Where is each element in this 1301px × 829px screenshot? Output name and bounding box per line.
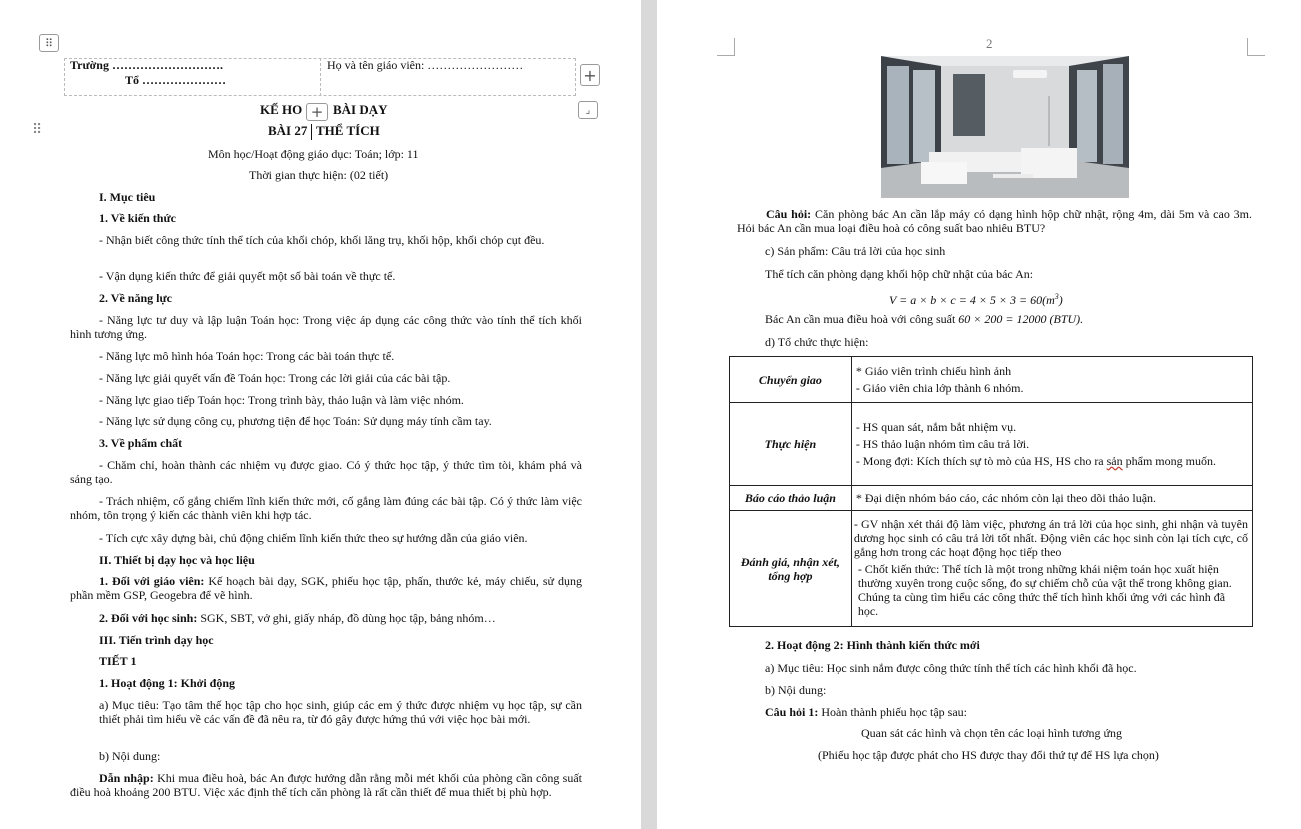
execute-line-2: - HS thảo luận nhóm tìm câu trả lời.	[855, 437, 1030, 451]
living-room-photo	[881, 56, 1129, 198]
margin-corner-left	[717, 38, 735, 56]
table-row	[730, 511, 1253, 627]
equipment-student-label: 2. Đối với học sinh:	[99, 611, 198, 625]
heading-knowledge: 1. Về kiến thức	[99, 211, 176, 225]
organization-line: d) Tổ chức thực hiện:	[765, 335, 869, 349]
question-1-label: Câu hỏi 1:	[765, 705, 819, 719]
equipment-student	[99, 611, 496, 625]
volume-formula	[889, 290, 1063, 307]
header-school: Trường ……………………….	[70, 58, 223, 72]
lesson-title-right: THỂ TÍCH	[316, 123, 380, 138]
heading-qualities: 3. Về phẩm chất	[99, 436, 183, 450]
transfer-line-1: * Giáo viên trình chiếu hình ảnh	[855, 364, 1012, 378]
plan-title-left: KẾ HO	[260, 102, 303, 117]
lead-in-label: Dẫn nhập:	[99, 771, 154, 785]
volume-formula-exponent: 3	[1054, 292, 1059, 301]
execute-line-1: - HS quan sát, nắm bắt nhiệm vụ.	[855, 420, 1017, 434]
add-column-icon: +	[583, 65, 597, 85]
row-content-transfer	[851, 357, 1252, 403]
competence-item-2: - Năng lực mô hình hóa Toán học: Trong các bài toán thực tế.	[99, 349, 395, 363]
resize-handle-icon: ⌟	[585, 104, 591, 116]
add-row-icon: +	[310, 103, 324, 121]
activity-2-heading: 2. Hoạt động 2: Hình thành kiến thức mới	[765, 638, 980, 652]
row-content-execute	[851, 403, 1252, 486]
header-group: Tổ …………………	[125, 73, 227, 87]
equipment-teacher-label: 1. Đối với giáo viên:	[99, 574, 205, 588]
product-line: c) Sản phẩm: Câu trả lời của học sinh	[765, 244, 946, 258]
transfer-line-2: - Giáo viên chia lớp thành 6 nhóm.	[855, 381, 1024, 395]
question-label: Câu hỏi:	[766, 207, 812, 221]
add-column-button[interactable]	[580, 64, 600, 86]
activity-1-heading: 1. Hoạt động 1: Khởi động	[99, 676, 236, 690]
competence-item-4: - Năng lực giao tiếp Toán học: Trong trình bày, thảo luận và làm việc nhóm.	[99, 393, 464, 407]
subject-line: Môn học/Hoạt động giáo dục: Toán; lớp: 11	[208, 147, 419, 161]
margin-corner-right	[1247, 38, 1265, 56]
competence-item-3: - Năng lực giải quyết vấn đề Toán học: Trong các lời giải của các bài tập.	[99, 371, 451, 385]
worksheet-note: (Phiếu học tập được phát cho HS được thay đổi thứ tự để HS lựa chọn)	[818, 748, 1159, 762]
table-row	[730, 357, 1253, 403]
question-text: Căn phòng bác An cần lắp máy có dạng hình hộp chữ nhật, rộng 4m, dài 5m và cao 3m. Hỏi bác An cần mua loại điều hoà có công suất bao nhiêu BTU?	[737, 207, 1253, 235]
report-line-1: * Đại diện nhóm báo cáo, các nhóm còn lại theo dõi thảo luận.	[855, 491, 1157, 505]
competence-item-5: - Năng lực sử dụng công cụ, phương tiện để học Toán: Sử dụng máy tính cầm tay.	[99, 414, 492, 428]
section-objectives: I. Mục tiêu	[99, 190, 156, 204]
question-1	[765, 705, 967, 719]
capacity-line	[765, 312, 1083, 326]
capacity-math: 60 × 200 = 12000 (BTU).	[958, 312, 1084, 326]
page-gap	[641, 0, 657, 829]
document-page-1	[0, 0, 641, 829]
table-row	[730, 403, 1253, 486]
section-equipment: II. Thiết bị dạy học và học liệu	[99, 553, 255, 567]
competence-item-1: - Năng lực tư duy và lập luận Toán học: Trong việc áp dụng các công thức vào tính thể tích khối hình tương ứng.	[70, 313, 582, 341]
drag-handle-icon[interactable]: ⠿	[32, 122, 43, 138]
table-resize-handle[interactable]	[578, 101, 598, 119]
volume-line: Thể tích căn phòng dạng khối hộp chữ nhật của bác An:	[765, 267, 1034, 281]
question	[737, 207, 1252, 235]
row-label-transfer: Chuyển giao	[730, 357, 852, 403]
document-page-2	[657, 0, 1301, 829]
execute-line-3	[856, 454, 1248, 468]
row-label-evaluate: Đánh giá, nhận xét, tổng hợp	[730, 511, 852, 627]
row-content-evaluate	[851, 511, 1252, 627]
knowledge-item-1: - Nhận biết công thức tính thể tích của khối chóp, khối lăng trụ, khối hộp, khối chóp cụt đều.	[99, 233, 545, 247]
section-process: III. Tiến trình dạy học	[99, 633, 214, 647]
row-label-report: Báo cáo thảo luận	[730, 486, 852, 511]
quality-item-2: - Trách nhiệm, cố gắng chiếm lĩnh kiến thức mới, cố gắng làm đúng các bài tập. Có ý thức làm việc nhóm, tôn trọng ý kiến các thành viên khi hợp tác.	[70, 494, 582, 522]
header-table-divider	[320, 58, 321, 96]
move-handle-icon: ⠿	[44, 36, 54, 50]
execute-line-3b: phẩm mong muốn.	[1122, 454, 1216, 468]
activity-2-content: b) Nội dung:	[765, 683, 827, 697]
duration-line: Thời gian thực hiện: (02 tiết)	[249, 168, 389, 182]
equipment-teacher	[70, 574, 582, 602]
lead-in	[70, 771, 582, 799]
plan-title-right: BÀI DẠY	[333, 102, 388, 117]
quality-item-1: - Chăm chỉ, hoàn thành các nhiệm vụ được giao. Có ý thức học tập, ý thức tìm tòi, khám phá và sáng tạo.	[70, 458, 582, 486]
volume-formula-end: )	[1058, 293, 1063, 307]
table-row	[730, 486, 1253, 511]
activity-table	[729, 356, 1253, 627]
row-content-report	[851, 486, 1252, 511]
observe-line: Quan sát các hình và chọn tên các loại hình tương ứng	[861, 726, 1122, 740]
quality-item-3: - Tích cực xây dựng bài, chủ động chiếm lĩnh kiến thức theo sự hướng dẫn của giáo viên.	[99, 531, 528, 545]
period-label: TIẾT 1	[99, 654, 137, 668]
evaluate-line-2: - Chốt kiến thức: Thể tích là một trong những khái niệm toán học xuất hiện thường xuyên trong cuộc sống, đo sự chiếm chỗ của vật thể trong không gian. Chúng ta cùng tìm hiểu các công thức thể tích hình khối ứng với các hình đã học.	[857, 561, 1232, 618]
knowledge-item-2: - Vận dụng kiến thức để giải quyết một số bài toán về thực tế.	[99, 269, 396, 283]
add-row-button[interactable]	[306, 103, 328, 121]
evaluate-line-1: - GV nhận xét thái độ làm việc, phương án trả lời của học sinh, ghi nhận và tuyên dương học sinh có câu trả lời tốt nhất. Động viên các học sinh còn lại tích cực, cố gắng hơn trong các hoạt động học tiếp theo	[853, 516, 1248, 559]
header-teacher: Họ và tên giáo viên: ……………………	[327, 58, 524, 72]
activity-1-objective: a) Mục tiêu: Tạo tâm thế học tập cho học sinh, giúp các em ý thức được nhiệm vụ học tập, sự cần thiết phải tìm hiểu về các vấn đề đã nêu ra, từ đó gây được hứng thú với việc học bài mới.	[99, 698, 582, 726]
capacity-text: Bác An cần mua điều hoà với công suất	[765, 312, 959, 326]
volume-formula-main: V = a × b × c = 4 × 5 × 3 = 60(m	[889, 293, 1055, 307]
activity-2-objective: a) Mục tiêu: Học sinh nắm được công thức tính thể tích các hình khối đã học.	[765, 661, 1137, 675]
page-number: 2	[986, 36, 993, 51]
heading-competence: 2. Về năng lực	[99, 291, 172, 305]
activity-1-content: b) Nội dung:	[99, 749, 161, 763]
lesson-title-left: BÀI 27	[268, 123, 308, 138]
equipment-student-text: SGK, SBT, vở ghi, giấy nháp, đồ dùng học tập, bảng nhóm…	[197, 611, 496, 625]
row-label-execute: Thực hiện	[730, 403, 852, 486]
execute-line-3a: - Mong đợi: Kích thích sự tò mò của HS, HS cho ra	[855, 454, 1107, 468]
spelling-error[interactable]: sản	[1106, 454, 1123, 468]
lead-in-text: Khi mua điều hoà, bác An được hướng dẫn rằng mỗi mét khối của phòng cần công suất điều hoà khoảng 200 BTU. Việc xác định thể tích căn phòng là rất cần thiết để mua thiết bị phù hợp.	[70, 771, 583, 799]
equipment-teacher-text: Kế hoạch bài dạy, SGK, phiếu học tập, phấn, thước kẻ, máy chiếu, sử dụng phần mềm GSP, Geogebra để vẽ hình.	[70, 574, 582, 602]
table-move-handle[interactable]	[39, 34, 59, 52]
question-1-text: Hoàn thành phiếu học tập sau:	[818, 705, 967, 719]
text-cursor	[311, 124, 312, 140]
